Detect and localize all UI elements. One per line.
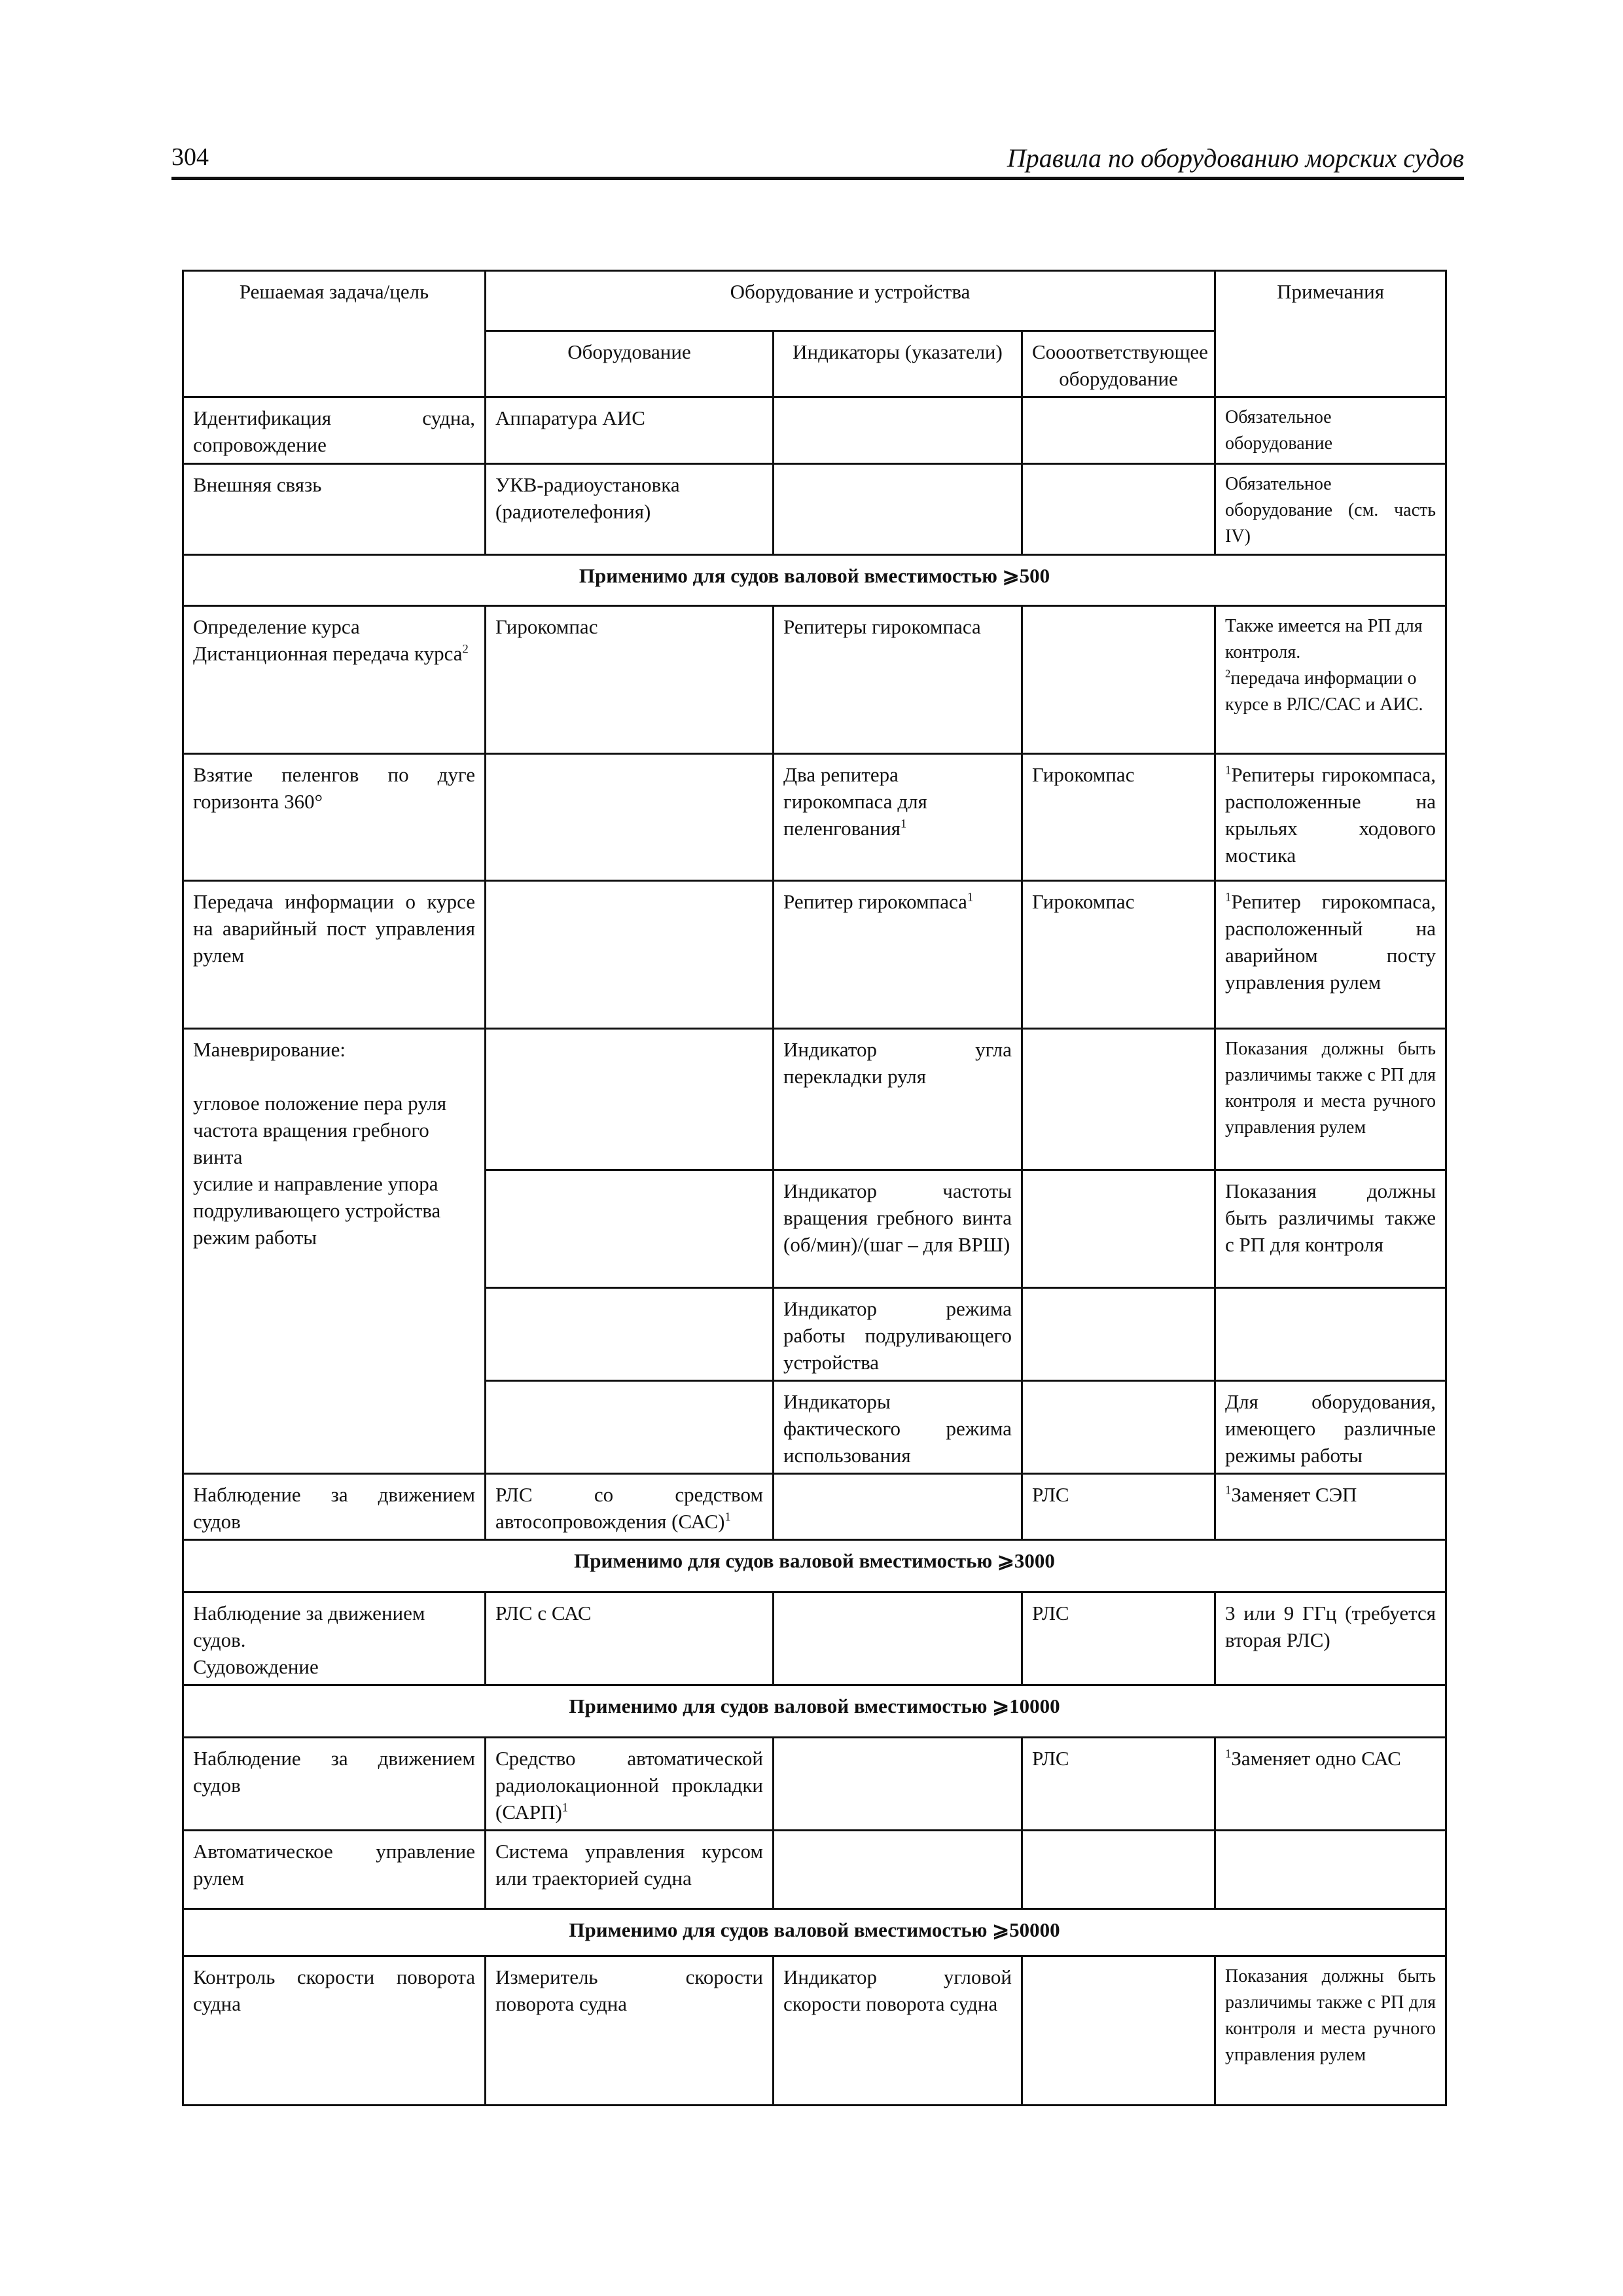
- table-row: [183, 1592, 1446, 1685]
- equipment-cell: Гирокомпас: [486, 606, 774, 754]
- notes-cell: [1215, 881, 1446, 1029]
- table-row: [183, 1738, 1446, 1831]
- indicators-cell: [774, 397, 1022, 464]
- equipment-cell: [486, 1029, 774, 1170]
- task-line: Наблюдение за движением судов.: [193, 1602, 425, 1651]
- notes-cell: Показания должны быть различимы также с РП для контроля и места ручного управления рулем: [1215, 1956, 1446, 2106]
- note-text: Заменяет одно САС: [1231, 1747, 1401, 1770]
- notes-cell: Показания должны быть различимы также с РП для контроля и места ручного управления рулем: [1215, 1029, 1446, 1170]
- footnote-mark: 1: [562, 1801, 569, 1815]
- equipment-cell: [486, 754, 774, 881]
- footnote-mark: 1: [1225, 1747, 1232, 1761]
- indicators-cell: [774, 1738, 1022, 1831]
- table-row: [183, 754, 1446, 881]
- running-title: Правила по оборудованию морских судов: [1007, 143, 1464, 173]
- notes-cell: [1215, 1831, 1446, 1909]
- header-task: Решаемая задача/цель: [183, 271, 486, 397]
- related-cell: [1022, 1170, 1215, 1288]
- equipment-cell: [486, 1170, 774, 1288]
- equipment-cell: РЛС с САС: [486, 1592, 774, 1685]
- task-line: Судовождение: [193, 1655, 319, 1678]
- task-title: Маневрирование:: [193, 1038, 346, 1061]
- indicators-cell: [774, 881, 1022, 1029]
- task-cell: Автоматическое управление рулем: [183, 1831, 486, 1909]
- indicator-text: Репитер гирокомпаса: [783, 890, 967, 913]
- indicators-cell: Индикатор угла перекладки руля: [774, 1029, 1022, 1170]
- equipment-cell: [486, 881, 774, 1029]
- related-cell: Гирокомпас: [1022, 754, 1215, 881]
- task-cell: Контроль скорости поворота судна: [183, 1956, 486, 2106]
- task-line: Дистанционная передача курса: [193, 642, 463, 665]
- task-item: режим работы: [193, 1226, 317, 1249]
- notes-cell: [1215, 1288, 1446, 1381]
- footnote-mark: 1: [1225, 1483, 1232, 1498]
- note-line: передача информации о курсе в РЛС/САС и АИС.: [1225, 668, 1423, 715]
- footnote-mark: 1: [1225, 890, 1232, 905]
- related-cell: РЛС: [1022, 1592, 1215, 1685]
- task-cell: Взятие пеленгов по дуге горизонта 360°: [183, 754, 486, 881]
- task-cell: Наблюдение за движением судов: [183, 1738, 486, 1831]
- notes-cell: [1215, 606, 1446, 754]
- equipment-cell: [486, 1288, 774, 1381]
- task-cell-maneuvering: [183, 1029, 486, 1474]
- related-cell: [1022, 1288, 1215, 1381]
- group-row: [183, 1685, 1446, 1738]
- group-row: [183, 1909, 1446, 1956]
- indicators-cell: [774, 1831, 1022, 1909]
- group-heading-50000: Применимо для судов валовой вместимостью ⩾50000: [183, 1909, 1446, 1956]
- task-item: частота вращения гребного винта: [193, 1119, 429, 1168]
- related-cell: РЛС: [1022, 1474, 1215, 1540]
- group-row: [183, 1540, 1446, 1592]
- group-row: [183, 555, 1446, 606]
- related-cell: [1022, 1956, 1215, 2106]
- group-heading-10000: Применимо для судов валовой вместимостью ⩾10000: [183, 1685, 1446, 1738]
- header-equipment-group: Оборудование и устройства: [486, 271, 1215, 331]
- equipment-cell: Измеритель скорости поворота судна: [486, 1956, 774, 2106]
- equipment-text: РЛС со средством автосопровождения (САС): [495, 1483, 763, 1533]
- related-cell: Гирокомпас: [1022, 881, 1215, 1029]
- header-notes: Примечания: [1215, 271, 1446, 397]
- task-cell: Передача информации о курсе на аварийный пост управления рулем: [183, 881, 486, 1029]
- related-cell: [1022, 464, 1215, 555]
- table-row: [183, 606, 1446, 754]
- task-item: усилие и направление упора подруливающего устройства: [193, 1172, 441, 1222]
- indicators-cell: [774, 464, 1022, 555]
- indicators-cell: Репитеры гирокомпаса: [774, 606, 1022, 754]
- related-cell: [1022, 1381, 1215, 1474]
- group-heading-3000: Применимо для судов валовой вместимостью ⩾3000: [183, 1540, 1446, 1592]
- table-row: [183, 881, 1446, 1029]
- notes-cell: [1215, 754, 1446, 881]
- table-row: [183, 464, 1446, 555]
- related-cell: [1022, 397, 1215, 464]
- equipment-cell: [486, 1381, 774, 1474]
- notes-cell: Обязательное оборудование: [1215, 397, 1446, 464]
- footnote-mark: 1: [967, 890, 974, 905]
- task-cell: [183, 606, 486, 754]
- page-number: 304: [171, 143, 209, 171]
- footnote-mark: 1: [1225, 763, 1232, 778]
- equipment-text: Средство автоматической радиолокационной прокладки (САРП): [495, 1747, 763, 1823]
- table-header-row: [183, 271, 1446, 331]
- related-cell: РЛС: [1022, 1738, 1215, 1831]
- indicators-cell: Индикаторы фактического режима использования: [774, 1381, 1022, 1474]
- footnote-mark: 1: [901, 817, 907, 831]
- task-cell: [183, 1592, 486, 1685]
- notes-cell: Для оборудования, имеющего различные режимы работы: [1215, 1381, 1446, 1474]
- table-row: [183, 1831, 1446, 1909]
- indicators-cell: [774, 754, 1022, 881]
- header-indicators: Индикаторы (указатели): [774, 331, 1022, 397]
- task-line: Определение курса: [193, 615, 360, 638]
- equipment-table: [182, 270, 1447, 2106]
- task-cell: Наблюдение за движением судов: [183, 1474, 486, 1540]
- related-cell: [1022, 606, 1215, 754]
- indicators-cell: Индикатор частоты вращения гребного винта (об/мин)/(шаг – для ВРШ): [774, 1170, 1022, 1288]
- equipment-cell: УКВ-радиоустановка (радиотелефония): [486, 464, 774, 555]
- group-heading-500: Применимо для судов валовой вместимостью ⩾500: [183, 555, 1446, 606]
- notes-cell: [1215, 1474, 1446, 1540]
- header-equipment: Оборудование: [486, 331, 774, 397]
- related-cell: [1022, 1831, 1215, 1909]
- task-item: угловое положение пера руля: [193, 1092, 447, 1115]
- equipment-cell: Система управления курсом или траекторией судна: [486, 1831, 774, 1909]
- equipment-cell: [486, 1474, 774, 1540]
- footnote-mark: 2: [462, 642, 469, 656]
- footnote-mark: 1: [724, 1510, 731, 1524]
- header-rule: [171, 177, 1464, 180]
- indicators-cell: Индикатор режима работы подруливающего устройства: [774, 1288, 1022, 1381]
- indicators-cell: [774, 1592, 1022, 1685]
- header-related: Соооответствующее оборудование: [1022, 331, 1215, 397]
- table-row: [183, 1474, 1446, 1540]
- task-cell: Идентификация судна, сопровождение: [183, 397, 486, 464]
- note-text: Заменяет СЭП: [1231, 1483, 1357, 1506]
- notes-cell: [1215, 1738, 1446, 1831]
- equipment-cell: [486, 1738, 774, 1831]
- table-row: [183, 1956, 1446, 2106]
- note-text: Репитер гирокомпаса, расположенный на аварийном посту управления рулем: [1225, 890, 1436, 994]
- related-cell: [1022, 1029, 1215, 1170]
- indicator-text: Два репитера гирокомпаса для пеленгования: [783, 763, 927, 840]
- task-cell: Внешняя связь: [183, 464, 486, 555]
- page-header: [171, 143, 1464, 182]
- note-line: Также имеется на РП для контроля.: [1225, 616, 1423, 662]
- table-row: [183, 397, 1446, 464]
- footnote-mark: 2: [1225, 667, 1231, 680]
- table-row: [183, 1029, 1446, 1170]
- indicators-cell: [774, 1474, 1022, 1540]
- notes-cell: Обязательное оборудование (см. часть IV): [1215, 464, 1446, 555]
- notes-cell: Показания должны быть различимы также с РП для контроля: [1215, 1170, 1446, 1288]
- notes-cell: 3 или 9 ГГц (требуется вторая РЛС): [1215, 1592, 1446, 1685]
- equipment-cell: Аппаратура АИС: [486, 397, 774, 464]
- indicators-cell: Индикатор угловой скорости поворота судна: [774, 1956, 1022, 2106]
- note-text: Репитеры гирокомпаса, расположенные на крыльях ходового мостика: [1225, 763, 1436, 867]
